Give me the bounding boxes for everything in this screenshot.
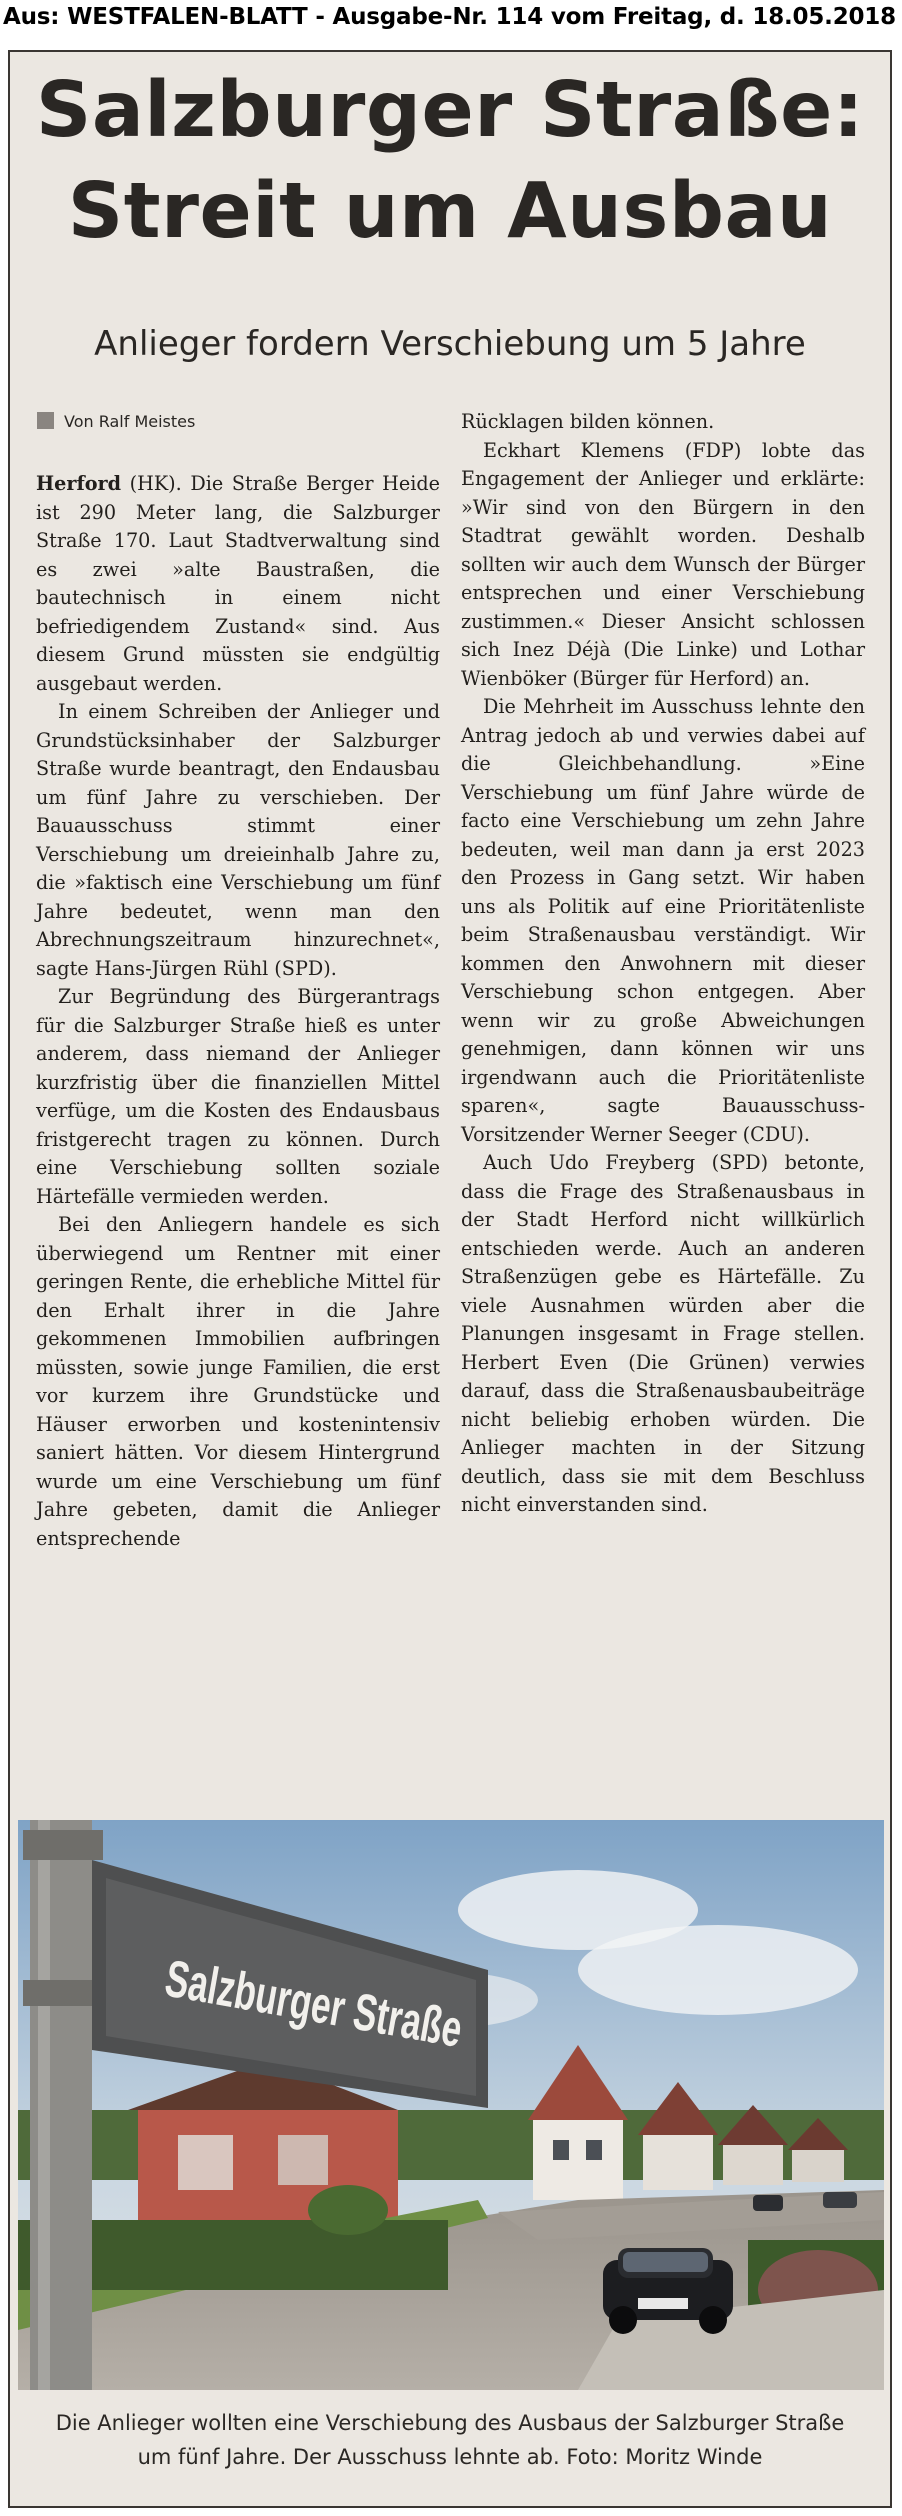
photo-caption: Die Anlieger wollten eine Verschiebung des Ausbaus der Salzburger Straße um fünf Jahre. Der Ausschuss lehnte ab. Foto: Moritz Winde (55, 2411, 845, 2469)
headline (10, 60, 890, 262)
dateline: Herford (36, 472, 122, 495)
headline-line-2: Streit um Ausbau (67, 167, 833, 256)
paragraph: Auch Udo Freyberg (SPD) betonte, dass die Frage des Straßenausbaus in der Stadt Herford nicht willkürlich entschieden werde. Auch an anderen Straßenzügen gebe es Härtefälle. Zu viele Ausnahmen würden aber die Planungen insgesamt in Frage stellen. Herbert Even (Die Grünen) verwies darauf, dass die Straßenausbaubeiträge nicht beliebig erhoben würden. Die Anlieger machten in der Sitzung deutlich, dass sie mit dem Beschluss nicht einverstanden sind. (461, 1151, 865, 1516)
lead-text: (HK). Die Straße Berger Heide ist 290 Meter lang, die Salzburger Straße 170. Laut Stadtverwaltung sind es zwei »alte Baustraßen, die bautechnisch in einem nicht befriedigendem Zustand« sind. Aus diesem Grund müssten sie endgültig ausgebaut werden. (36, 472, 440, 695)
paragraph: Die Mehrheit im Ausschuss lehnte den Antrag jedoch ab und verwies dabei auf die Gleichbehandlung. »Eine Verschiebung um fünf Jahre würde de facto eine Verschiebung um zehn Jahre bedeuten, weil man dann ja erst 2023 den Prozess in Gang setzt. Wir haben uns als Politik auf eine Prioritätenliste beim Straßenausbau verständigt. Wir kommen den Anwohnern mit dieser Verschiebung schon entgegen. Aber wenn wir zu große Abweichungen genehmigen, dann können wir uns irgendwann auch die Prioritätenliste sparen«, sagte Bauausschuss-Vorsitzender Werner Seeger (CDU). (461, 695, 865, 1146)
paragraph: Zur Begründung des Bürgerantrags für die Salzburger Straße hieß es unter anderem, dass niemand der Anlieger kurzfristig über die finanziellen Mittel verfüge, um die Kosten des Endausbaus fristgerecht tragen zu können. Durch eine Verschiebung sollten soziale Härtefälle vermieden werden. (36, 985, 440, 1208)
paragraph-continued: Rücklagen bilden können. (461, 410, 715, 433)
byline-author: Von Ralf Meistes (64, 412, 196, 431)
article-column-right (461, 408, 865, 1520)
paragraph: Bei den Anliegern handele es sich überwiegend um Rentner mit einer geringen Rente, die erhebliche Mittel für den Erhalt ihrer in die Jahre gekommenen Immobilien aufbringen müssten, sowie junge Familien, die erst vor kurzem ihre Grundstücke und Häuser erworben und kostenintensiv saniert hätten. Vor diesem Hintergrund wurde um eine Verschiebung um fünf Jahre gebeten, damit die Anlieger entsprechende (36, 1213, 440, 1550)
byline (37, 408, 437, 436)
street-scene-photo (18, 1820, 884, 2390)
paragraph: In einem Schreiben der Anlieger und Grundstücksinhaber der Salzburger Straße wurde beantragt, den Endausbau um fünf Jahre zu verschieben. Der Bauausschuss stimmt einer Verschiebung um dreieinhalb Jahre zu, die »faktisch eine Verschiebung um fünf Jahre bedeutet, wenn man den Abrechnungszeitraum hinzurechnet«, sagte Hans-Jürgen Rühl (SPD). (36, 700, 440, 980)
newspaper-clipping (8, 50, 892, 2508)
article-photo (18, 1820, 884, 2390)
source-line: Aus: WESTFALEN-BLATT - Ausgabe-Nr. 114 vom Freitag, d. 18.05.2018 (0, 0, 902, 36)
paragraph: Eckhart Klemens (FDP) lobte das Engagement der Anlieger und erklärte: »Wir sind von den Bürgern in den Stadtrat gewählt worden. Deshalb sollten wir auch dem Wunsch der Bürger entsprechen und einer Verschiebung zustimmen.« Dieser Ansicht schlossen sich Inez Déjà (Die Linke) und Lothar Wienböker (Bürger für Herford) an. (461, 438, 865, 690)
byline-square-icon (37, 412, 54, 429)
headline-line-1: Salzburger Straße: (35, 66, 865, 155)
street-sign-text: Salzburger Straße (160, 1949, 610, 2085)
subheadline: Anlieger fordern Verschiebung um 5 Jahre (94, 324, 806, 364)
lead-paragraph (36, 470, 440, 698)
article-column-left (36, 470, 440, 1553)
